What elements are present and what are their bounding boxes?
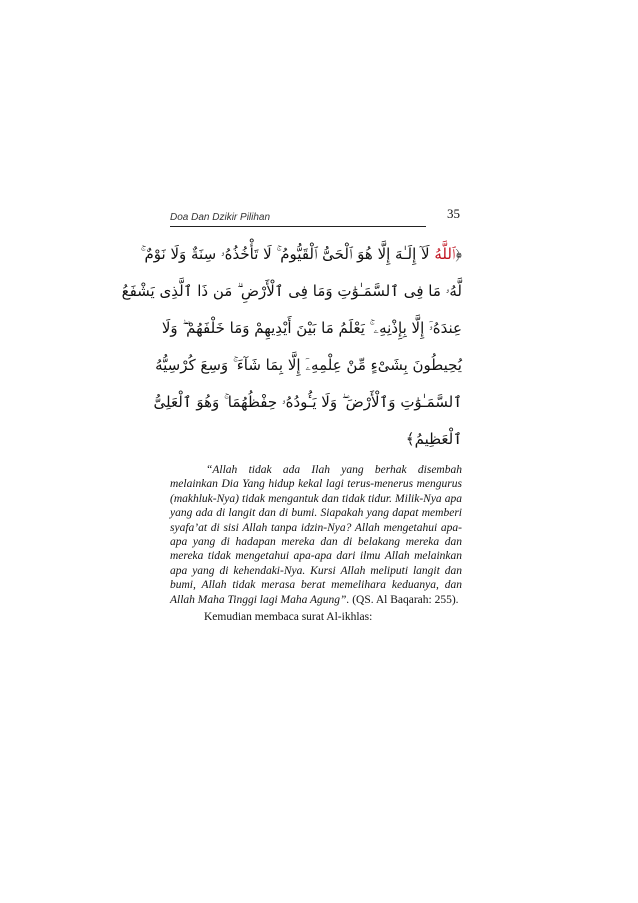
closing-instruction: Kemudian membaca surat Al-ikhlas: <box>204 611 373 623</box>
ayah-line-6: ٱلْعَظِيمُ﴾ <box>405 430 462 448</box>
ayah-line-4: يُحِيطُونَ بِشَىْءٍ مِّنْ عِلْمِهِۦٓ إِلَّا بِمَا شَآءَ ۚ وَسِعَ كُرْسِيُّهُ <box>155 356 462 374</box>
header-rule <box>170 226 426 227</box>
running-title: Doa Dan Dzikir Pilihan <box>170 212 271 223</box>
ayah-line-5: ٱلسَّمَـٰوَٰتِ وَٱلْأَرْضَ ۖ وَلَا يَـُٔودُهُۥ حِفْظُهُمَا ۚ وَهُوَ ٱلْعَلِىُّ <box>153 393 462 411</box>
ayah-line-2: لَّهُۥ مَا فِى ٱلسَّمَـٰوَٰتِ وَمَا فِى ٱلْأَرْضِ ۗ مَن ذَا ٱلَّذِى يَشْفَعُ <box>121 282 462 300</box>
ayah-line-3: عِندَهُۥٓ إِلَّا بِإِذْنِهِۦ ۚ يَعْلَمُ مَا بَيْنَ أَيْدِيهِمْ وَمَا خَلْفَهُمْ ۖ وَلَا <box>161 319 462 337</box>
translation-text: “Allah tidak ada Ilah yang berhak disembah melainkan Dia Yang hidup kekal lagi terus-menerus mengurus (makhluk-Nya) tidak mengantuk dan tidak tidur. Milik-Nya apa yang ada di langit dan di bumi. Siapakah yang dapat memberi syafa’at di sisi Allah tanpa idzin-Nya? Allah mengetahui apa-apa yang di hadapan mereka dan di belakang mereka dan mereka tidak mengetahui apa-apa dari ilmu Allah melainkan apa yang di kehendaki-Nya. Kursi Allah meliputi langit dan bumi, Allah tidak merasa berat memelihara keduanya, dan Allah Maha Tinggi lagi Maha Agung”. <box>170 464 462 606</box>
page-header <box>170 206 460 228</box>
ayat-al-kursi-text <box>121 236 462 458</box>
ayah-line-1 <box>140 236 462 273</box>
ornate-bracket-open: ﴿ <box>455 245 462 263</box>
surah-citation: (QS. Al Baqarah: 255). <box>349 593 459 606</box>
ayah-line-1-rest: لَآ إِلَـٰهَ إِلَّا هُوَ ٱلْحَىُّ ٱلْقَيُّومُ ۚ لَا تَأْخُذُهُۥ سِنَةٌ وَلَا نَوْمٌ ۚ <box>140 245 435 263</box>
translation-paragraph <box>170 463 462 607</box>
allah-word: ٱللَّهُ <box>434 245 456 263</box>
page-number: 35 <box>447 206 460 221</box>
